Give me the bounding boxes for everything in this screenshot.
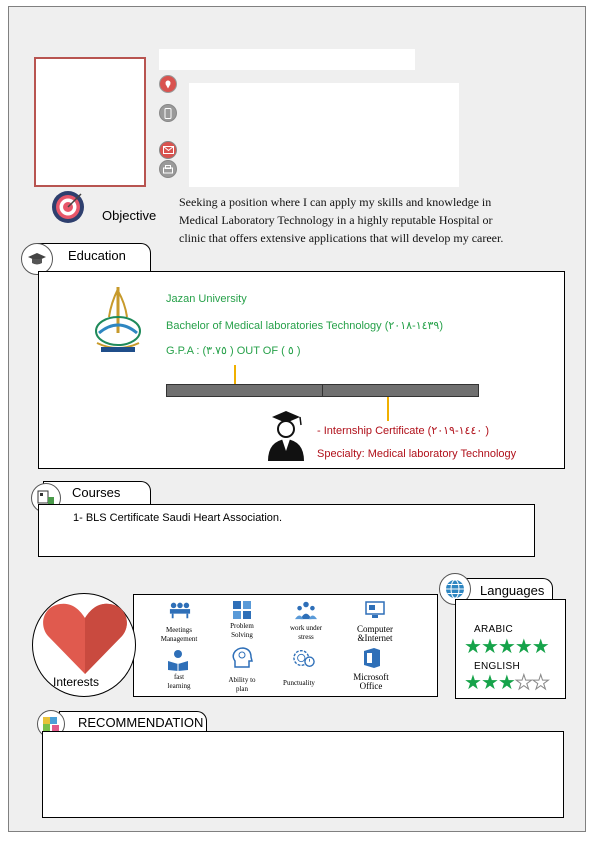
star-empty-icon: ★ <box>531 672 549 694</box>
interest-label-computer <box>343 625 407 643</box>
degree-text: Bachelor of Medical laboratories Technology (١٤٣٩-٢٠١٨) <box>166 320 443 332</box>
language-name-english: ENGLISH <box>474 661 521 672</box>
interest-label-line: fast <box>173 673 185 681</box>
contact-details-box <box>189 83 459 187</box>
language-stars-arabic <box>464 637 549 657</box>
interest-label-office <box>339 673 403 691</box>
interest-label-line: learning <box>167 682 191 690</box>
star-icon: ★ <box>480 672 498 694</box>
interest-label-line: Ability to <box>228 676 256 684</box>
education-tab <box>37 243 151 271</box>
language-stars-english <box>464 673 549 693</box>
target-icon <box>51 190 85 224</box>
clock-gear-icon <box>293 647 315 669</box>
objective-title: Objective <box>102 208 157 223</box>
profile-photo-frame <box>34 57 146 187</box>
interest-label-line: &Internet <box>357 633 393 643</box>
star-icon: ★ <box>531 636 549 658</box>
timeline-marker-degree <box>234 365 236 384</box>
timeline-bar-right <box>322 384 479 397</box>
fax-icon <box>159 160 177 178</box>
interest-label-line: Problem <box>230 622 254 630</box>
recommendation-box <box>42 731 564 818</box>
interest-label-stress <box>276 624 336 642</box>
location-icon <box>159 75 177 93</box>
star-empty-icon: ★ <box>514 672 532 694</box>
specialty-text: Specialty: Medical laboratory Technology <box>317 448 517 460</box>
star-icon: ★ <box>464 636 481 658</box>
resume-page <box>8 6 586 832</box>
interest-label-meetings <box>149 626 209 644</box>
phone-icon <box>159 104 177 122</box>
meetings-icon <box>169 599 191 621</box>
star-icon: ★ <box>464 672 481 694</box>
objective-text: Seeking a position where I can apply my skills and knowledge in Medical Laboratory Technology in a highly reputable Hospital or clinic that offers extensive applications that will develop my career. <box>179 195 504 245</box>
name-field <box>159 49 415 70</box>
interest-label-plan <box>212 676 272 694</box>
interest-label-fast-learning <box>149 673 209 691</box>
interest-label-line: work under <box>289 624 323 632</box>
interest-label-line: Solving <box>231 631 253 639</box>
interest-label-line: plan <box>235 685 249 693</box>
brain-head-icon <box>231 647 253 669</box>
heart-icon <box>42 600 128 676</box>
university-logo <box>87 283 149 361</box>
interest-label-line: Microsoft <box>353 672 389 682</box>
education-title: Education <box>68 248 126 263</box>
reading-icon <box>167 649 189 671</box>
recommendation-tab <box>59 711 207 733</box>
university-name: Jazan University <box>166 293 247 305</box>
email-icon <box>159 141 177 159</box>
course-item: 1- BLS Certificate Saudi Heart Association. <box>73 512 283 524</box>
office-icon <box>361 647 383 669</box>
star-icon: ★ <box>497 636 515 658</box>
graduate-person-icon <box>266 409 306 461</box>
interest-label-line: stress <box>298 633 314 641</box>
star-icon: ★ <box>514 636 532 658</box>
interest-label-line: Management <box>160 635 198 643</box>
interest-label-line: Computer <box>357 624 393 634</box>
star-icon: ★ <box>480 636 498 658</box>
computer-icon <box>364 599 386 621</box>
team-stress-icon <box>295 599 317 621</box>
language-name-arabic: ARABIC <box>474 624 514 635</box>
recommendation-title: RECOMMENDATION <box>78 715 204 730</box>
timeline-marker-internship <box>387 397 389 421</box>
interest-label-line: Office <box>359 681 383 691</box>
interest-label-punctuality <box>269 679 329 688</box>
interest-label-line: Punctuality <box>283 679 315 687</box>
gpa-text: G.P.A : (٣.٧٥ ) OUT OF ( ٥ ) <box>166 345 301 357</box>
star-icon: ★ <box>497 672 515 694</box>
puzzle-icon <box>231 599 253 621</box>
internship-text: - Internship Certificate (١٤٤٠-٢٠١٩ ) <box>317 425 490 437</box>
courses-title: Courses <box>72 485 121 500</box>
interests-title: Interests <box>53 675 100 689</box>
interest-label-line: Meetings <box>165 626 193 634</box>
timeline-bar-left <box>166 384 323 397</box>
languages-title: Languages <box>480 583 545 598</box>
interest-label-problem <box>212 622 272 640</box>
